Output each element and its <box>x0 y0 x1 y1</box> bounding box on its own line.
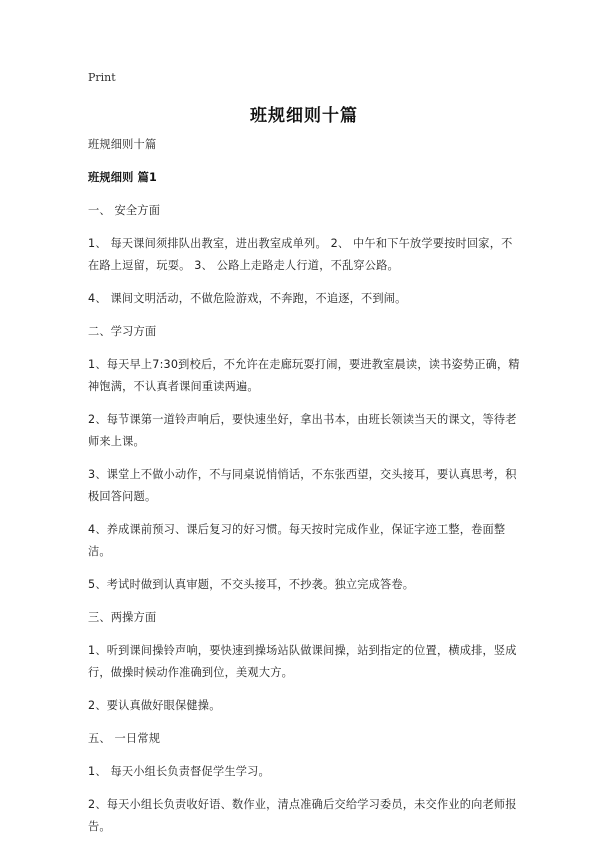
paragraph: 1、听到课间操铃声响，要快速到操场站队做课间操，站到指定的位置，横成排，竖成行，做操时候动作准确到位，美观大方。 <box>88 644 517 679</box>
paragraph: 1、 每天小组长负责督促学生学习。 <box>88 765 270 778</box>
print-label: Print <box>88 71 116 84</box>
paragraph: 2、每天小组长负责收好语、数作业，清点准确后交给学习委员，未交作业的向老师报告。 <box>88 798 517 833</box>
paragraph: 2、要认真做好眼保健操。 <box>88 699 221 712</box>
paragraph: 1、每天早上7:30到校后，不允许在走廊玩耍打闹，要进教室晨读，读书姿势正确，精神饱满，不认真者课间重读两遍。 <box>88 358 520 393</box>
paragraph: 4、养成课前预习、课后复习的好习惯。每天按时完成作业，保证字迹工整，卷面整洁。 <box>88 523 506 558</box>
paragraph: 5、考试时做到认真审题，不交头接耳，不抄袭。独立完成答卷。 <box>88 578 415 591</box>
paragraph: 1、 每天课间须排队出教室，进出教室成单列。 2、 中午和下午放学要按时回家，不在路上逗留，玩耍。 3、 公路上走路走人行道，不乱穿公路。 <box>88 237 513 272</box>
page-title: 班规细则十篇 <box>250 106 358 126</box>
paragraph: 2、每节课第一道铃声响后，要快速坐好，拿出书本，由班长领读当天的课文，等待老师来上课。 <box>88 413 517 448</box>
section-heading: 班规细则 篇1 <box>88 171 158 184</box>
paragraph: 4、 课间文明活动，不做危险游戏，不奔跑，不追逐，不到闹。 <box>88 292 407 305</box>
document-subtitle: 班规细则十篇 <box>88 138 157 151</box>
paragraph: 二、学习方面 <box>88 325 157 338</box>
paragraph: 一、 安全方面 <box>88 204 161 217</box>
paragraph: 五、 一日常规 <box>88 732 161 745</box>
paragraph: 3、课堂上不做小动作，不与同桌说悄悄话，不东张西望，交头接耳，要认真思考，积极回答问题。 <box>88 468 517 503</box>
document-body <box>88 134 520 849</box>
paragraph: 三、两操方面 <box>88 611 157 624</box>
